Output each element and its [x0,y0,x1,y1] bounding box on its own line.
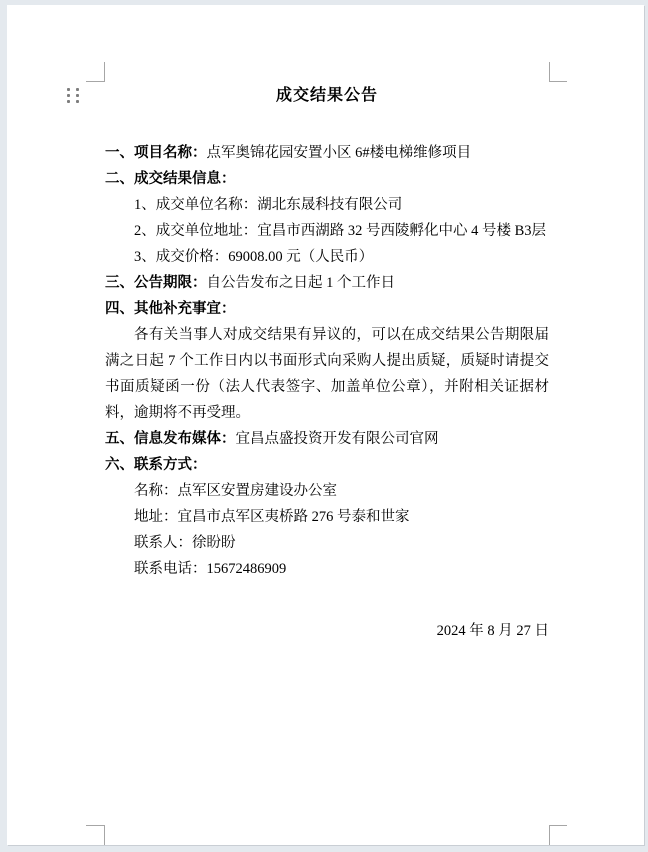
margin-crop-mark-bottom-left [86,825,105,826]
item-project-name-value: 点军奥锦花园安置小区 6#楼电梯维修项目 [206,145,472,161]
item-project-name[interactable] [105,140,549,166]
margin-crop-mark-bottom-right [549,825,550,845]
item-media-label: 五、信息发布媒体： [105,431,236,447]
item-contact-header[interactable] [105,452,549,478]
item-supplement-paragraph[interactable]: 各有关当事人对成交结果有异议的，可以在成交结果公告期限届满之日起 7 个工作日内以书面形式向采购人提出质疑，质疑时请提交书面质疑函一份（法人代表签字、加盖单位公章），并附相关证据材料，逾期将不再受理。 [105,327,549,421]
contact-phone-line[interactable]: 联系电话：15672486909 [134,561,287,577]
item-result-price[interactable]: 3、成交价格：69008.00 元（人民币） [134,249,374,265]
item-result-unit-name[interactable]: 1、成交单位名称：湖北东晟科技有限公司 [134,197,403,213]
item-supplement-header-label: 四、其他补充事宜： [105,301,236,317]
drag-handle-icon[interactable] [67,88,82,105]
contact-person-line[interactable]: 联系人：徐盼盼 [134,535,236,551]
drag-handle-dot [76,100,79,103]
item-media[interactable] [105,426,549,452]
item-result-header-label: 二、成交结果信息： [105,171,236,187]
contact-name-line[interactable]: 名称：点军区安置房建设办公室 [134,483,337,499]
drag-handle-dot [76,88,79,91]
item-supplement-header[interactable] [105,296,549,322]
margin-crop-mark-top-left [86,81,105,82]
document-title[interactable]: 成交结果公告 [275,87,378,104]
item-result-header[interactable] [105,166,549,192]
margin-crop-mark-top-right [549,81,567,82]
contact-address-line[interactable]: 地址：宜昌市点军区夷桥路 276 号泰和世家 [134,509,410,525]
drag-handle-dot [76,94,79,97]
document-body [105,82,549,644]
document-date[interactable]: 2024 年 8 月 27 日 [436,623,549,639]
document-page[interactable] [7,5,644,845]
item-announcement-period-value: 自公告发布之日起 1 个工作日 [206,275,395,291]
item-result-unit-address[interactable]: 2、成交单位地址：宜昌市西湖路 32 号西陵孵化中心 4 号楼 B3层 [134,223,547,239]
item-announcement-period-label: 三、公告期限： [105,275,207,291]
title-spacer [105,109,549,140]
drag-handle-dot [67,100,70,103]
item-project-name-label: 一、项目名称： [105,145,207,161]
drag-handle-dot [67,88,70,91]
margin-crop-mark-top-left [104,62,105,82]
item-media-value: 宜昌点盛投资开发有限公司官网 [235,431,439,447]
margin-crop-mark-bottom-left [104,825,105,845]
item-contact-header-label: 六、联系方式： [105,457,207,473]
margin-crop-mark-top-right [549,62,550,82]
drag-handle-dot [67,94,70,97]
item-announcement-period[interactable] [105,270,549,296]
margin-crop-mark-bottom-right [549,825,567,826]
